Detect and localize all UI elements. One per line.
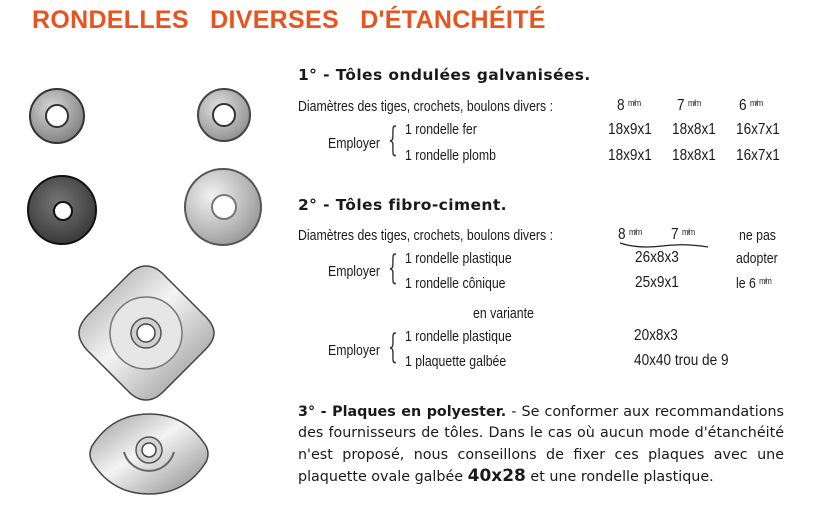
section1-diameter-8: 8 $^{m/m}$ <box>617 97 641 114</box>
section2-conical-size: 25x9x1 <box>635 274 679 291</box>
section2-diameter-7: 7 $^{m/m}$ <box>671 226 695 243</box>
section1-lead-8: 18x9x1 <box>608 147 652 164</box>
section3-paragraph: 3° - Plaques en polyester. - Se conformer aux recommandations des fournisseurs de tôles. Dans le cas où aucun mode d'étanchéité n'est proposé, nous conseillons de fixer ces plaques avec une plaquette ovale galbée 40x28 et une rondelle plastique. <box>298 404 785 486</box>
section1-employer-label: Employer <box>328 135 380 152</box>
section1-iron-6: 16x7x1 <box>736 121 780 138</box>
section1-heading: 1° - Tôles ondulées galvanisées. <box>298 66 591 84</box>
section2-diameter-label: Diamètres des tiges, crochets, boulons divers : <box>298 227 554 244</box>
section2-note-line1: ne pas <box>739 227 776 244</box>
washer-small-right <box>197 88 251 142</box>
brace-icon: { <box>388 327 398 367</box>
section2-employer-label: Employer <box>328 263 380 280</box>
variant-employer-label: Employer <box>328 342 380 359</box>
plate-square-curved <box>75 262 217 404</box>
brace-icon: { <box>388 120 398 160</box>
section1-row-lead-label: 1 rondelle plomb <box>405 147 496 164</box>
page-title: RONDELLES DIVERSES D'ÉTANCHÉITÉ <box>32 6 546 34</box>
section2-note-line2: adopter <box>736 250 778 267</box>
section1-diameter-6: 6 $^{m/m}$ <box>739 97 763 114</box>
section1-lead-6: 16x7x1 <box>736 147 780 164</box>
section1-diameter-label: Diamètres des tiges, crochets, boulons divers : <box>298 98 554 115</box>
variant-label: en variante <box>473 305 534 322</box>
section2-note-line3: le 6 $^{m/m}$ <box>736 275 772 292</box>
oval-plate-size: 40x28 <box>467 465 526 486</box>
section2-row-plastic-label: 1 rondelle plastique <box>405 250 512 267</box>
washer-dark-lead <box>27 175 97 245</box>
brace-icon: { <box>388 248 398 288</box>
section1-iron-8: 18x9x1 <box>608 121 652 138</box>
plate-oval-curved <box>86 410 212 498</box>
washer-small-left <box>29 88 85 144</box>
washer-large-conical <box>184 168 262 246</box>
section1-iron-7: 18x8x1 <box>672 121 716 138</box>
section2-plastic-size: 26x8x3 <box>635 249 679 266</box>
section1-diameter-7: 7 $^{m/m}$ <box>677 97 701 114</box>
variant-plastic-size: 20x8x3 <box>634 327 678 344</box>
variant-row-plastic-label: 1 rondelle plastique <box>405 328 512 345</box>
section1-row-iron-label: 1 rondelle fer <box>405 121 477 138</box>
variant-plate-size: 40x40 trou de 9 <box>634 352 729 369</box>
section2-diameter-8: 8 $^{m/m}$ <box>618 226 642 243</box>
variant-row-plate-label: 1 plaquette galbée <box>405 353 507 370</box>
section2-row-conical-label: 1 rondelle cônique <box>405 275 506 292</box>
section1-lead-7: 18x8x1 <box>672 147 716 164</box>
section3-heading: 3° - Plaques en polyester. <box>298 404 507 420</box>
section2-heading: 2° - Tôles fibro-ciment. <box>298 196 507 214</box>
